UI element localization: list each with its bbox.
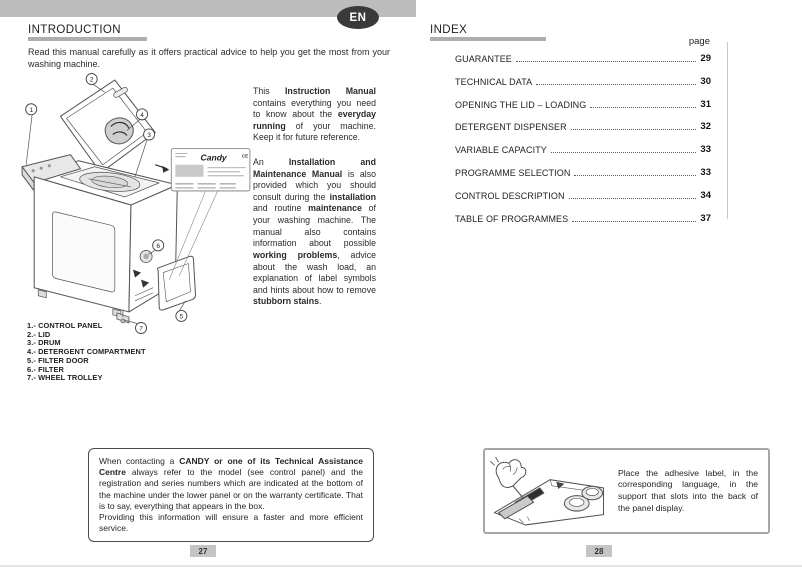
ce-mark: CE — [241, 153, 249, 159]
dot-leader — [536, 83, 696, 85]
index-entry-title: GUARANTEE — [455, 54, 512, 64]
index-entry — [455, 121, 711, 132]
instruction-manual-paragraph: This Instruction Manual contains everything you need to know about the everyday running of your machine. Keep it for future reference. — [253, 86, 376, 143]
index-entry — [455, 167, 711, 178]
index-entry-page: 30 — [700, 75, 711, 87]
index-heading: INDEX — [430, 24, 468, 36]
page-number-right: 28 — [586, 545, 612, 557]
page-number-left: 27 — [190, 545, 216, 557]
index-entry — [455, 190, 711, 201]
parts-list-item: 3.- DRUM — [27, 338, 61, 348]
candy-logo: Candy — [200, 152, 227, 163]
assistance-note-box — [88, 448, 374, 542]
detergent-compartment-illustration — [105, 118, 133, 144]
dot-leader — [569, 197, 697, 199]
index-entry-page: 34 — [700, 189, 711, 201]
index-entry-page: 32 — [700, 121, 711, 133]
parts-list — [27, 322, 146, 383]
index-entry-page: 37 — [700, 212, 711, 224]
index-entry — [455, 76, 711, 87]
index-entry — [455, 99, 711, 110]
index-entry-title: PROGRAMME SELECTION — [455, 167, 571, 178]
manual-description-column — [253, 86, 376, 321]
hand-illustration — [496, 460, 526, 488]
svg-text:4: 4 — [140, 111, 144, 119]
index-entry-page: 31 — [700, 98, 711, 110]
index-entry-page: 33 — [700, 166, 711, 178]
index-entry-title: CONTROL DESCRIPTION — [455, 190, 565, 201]
index-heading-rule — [430, 37, 546, 41]
parts-list-item: 1.- CONTROL PANEL — [27, 321, 103, 330]
introduction-heading: INTRODUCTION — [28, 24, 121, 36]
index-entry — [455, 144, 711, 155]
index-entry-page: 33 — [700, 144, 711, 156]
adhesive-label-box — [483, 448, 770, 534]
index-entry-page: 29 — [700, 53, 711, 64]
index-edge-line — [727, 42, 728, 219]
dot-leader — [572, 220, 696, 222]
parts-list-item: 4.- DETERGENT COMPARTMENT — [27, 347, 146, 357]
parts-list-item: 6.- FILTER — [27, 364, 64, 374]
index-entry-title: VARIABLE CAPACITY — [455, 145, 547, 156]
dot-leader — [574, 174, 696, 176]
adhesive-label-text: Place the adhesive label, in the corresponding language, in the support that slots into the back of the panel display. — [618, 467, 758, 513]
index-entry-title: DETERGENT DISPENSER — [455, 122, 567, 133]
index-list — [455, 53, 711, 235]
svg-text:3: 3 — [147, 132, 151, 140]
assistance-note-text: When contacting a CANDY or one of its Technical Assistance Centre always refer to the model (see control panel) and the registration and series numbers which are indicated at the bottom of the machine under the lower panel or on the warranty certificate. That is to say, everything that appears in the box. — [99, 456, 363, 511]
dot-leader — [590, 106, 696, 108]
page-column-label: page — [688, 36, 710, 47]
index-entry-title: TABLE OF PROGRAMMES — [455, 213, 569, 224]
parts-list-item: 7.- WHEEL TROLLEY — [27, 373, 103, 383]
svg-text:7: 7 — [139, 325, 143, 333]
label-insertion-illustration — [488, 455, 610, 527]
dot-leader — [551, 151, 697, 153]
dot-leader — [516, 60, 697, 62]
intro-paragraph: Read this manual carefully as it offers practical advice to help you get the most from your washing machine. — [28, 47, 390, 69]
index-entry-title: TECHNICAL DATA — [455, 76, 533, 87]
index-entry — [455, 213, 711, 224]
parts-list-item: 5.- FILTER DOOR — [27, 355, 89, 365]
filter-illustration — [140, 250, 152, 262]
index-entry — [455, 53, 711, 64]
svg-text:5: 5 — [179, 313, 184, 321]
svg-text:6: 6 — [156, 242, 161, 250]
index-entry-title: OPENING THE LID – LOADING — [455, 99, 587, 110]
introduction-heading-rule — [28, 37, 147, 41]
svg-text:2: 2 — [89, 76, 94, 84]
dot-leader — [571, 128, 697, 130]
svg-text:1: 1 — [29, 106, 34, 114]
maintenance-manual-paragraph: An Installation and Maintenance Manual is also provided which you should consult during the installation and routine maintenance of your washing machine. The manual also contains information about possible working problems, advice about the wash load, an explanation of label symbols and hints about how to remove stubborn stains. — [253, 157, 376, 307]
parts-list-item: 2.- LID — [27, 329, 51, 339]
assistance-note-line2: Providing this information will ensure a faster and more efficient service. — [99, 512, 363, 534]
language-badge: EN — [337, 6, 379, 29]
